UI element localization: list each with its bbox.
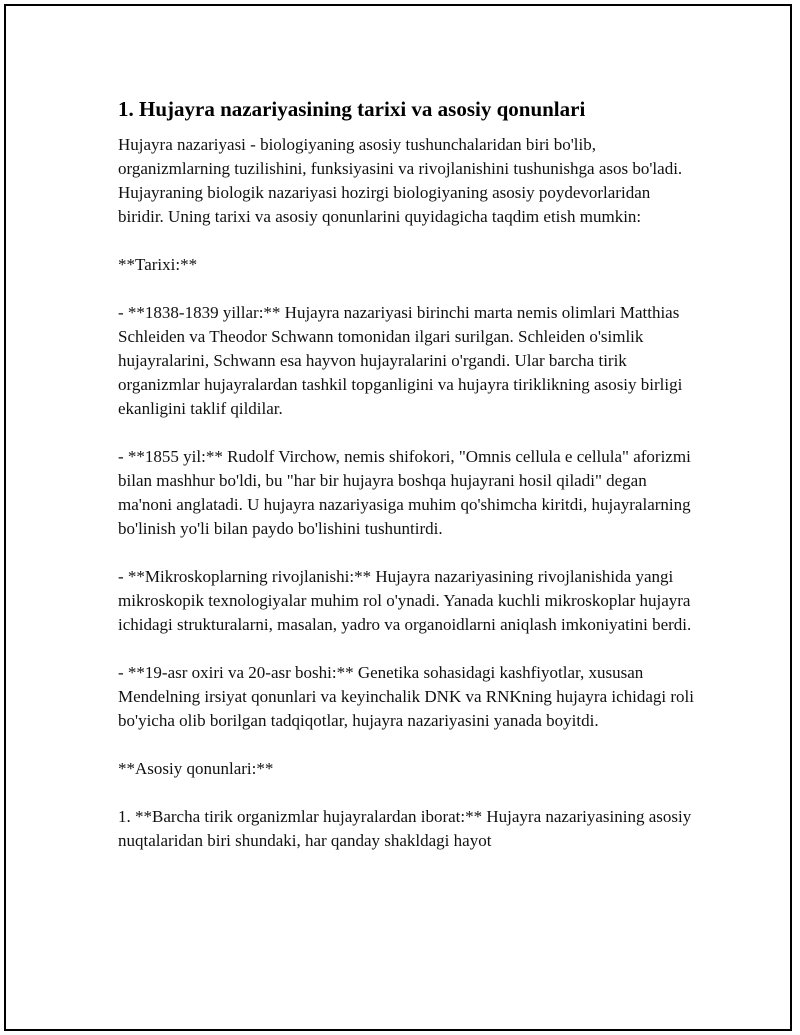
laws-subheading: **Asosiy qonunlari:** [118,759,274,778]
document-page [4,4,792,1031]
document-content [118,94,698,877]
history-item-microscopes: - **Mikroskoplarning rivojlanishi:** Hujayra nazariyasining rivojlanishida yangi mikroskopik texnologiyalar muhim rol o'ynadi. Yanada kuchli mikroskoplar hujayra ichidagi strukturalarni, masalan, yadro va organoidlarni aniqlash imkoniyatini berdi. [118,567,692,634]
history-subheading: **Tarixi:** [118,255,198,274]
intro-paragraph: Hujayra nazariyasi - biologiyaning asosiy tushunchalaridan biri bo'lib, organizmlarning tuzilishini, funksiyasini va rivojlanishini tushunishga asos bo'ladi. Hujayraning biologik nazariyasi hozirgi biologiyaning asosiy poydevorlaridan biridir. Uning tarixi va asosiy qonunlarini quyidagicha taqdim etish mumkin: [118,135,683,226]
law-item-1: 1. **Barcha tirik organizmlar hujayralardan iborat:** Hujayra nazariyasining asosiy nuqtalaridan biri shundaki, har qanday shakldagi hayot [118,807,692,850]
section-heading: 1. Hujayra nazariyasining tarixi va asosiy qonunlari [118,97,586,121]
history-item-1838: - **1838-1839 yillar:** Hujayra nazariyasi birinchi marta nemis olimlari Matthias Schleiden va Theodor Schwann tomonidan ilgari surilgan. Schleiden o'simlik hujayralarini, Schwann esa hayvon hujayralarini o'rgandi. Ular barcha tirik organizmlar hujayralardan tashkil topganligini va hujayra tiriklikning asosiy birligi ekanligini taklif qildilar. [118,303,683,418]
history-item-1855: - **1855 yil:** Rudolf Virchow, nemis shifokori, "Omnis cellula e cellula" aforizmi bilan mashhur bo'ldi, bu "har bir hujayra boshqa hujayrani hosil qiladi" degan ma'noni anglatadi. U hujayra nazariyasiga muhim qo'shimcha kiritdi, hujayralarning bo'linish yo'li bilan paydo bo'lishini tushuntirdi. [118,447,691,538]
history-item-19th-20th-century: - **19-asr oxiri va 20-asr boshi:** Genetika sohasidagi kashfiyotlar, xususan Mendelning irsiyat qonunlari va keyinchalik DNK va RNKning hujayra ichidagi roli bo'yicha olib borilgan tadqiqotlar, hujayra nazariyasini yanada boyitdi. [118,663,694,730]
